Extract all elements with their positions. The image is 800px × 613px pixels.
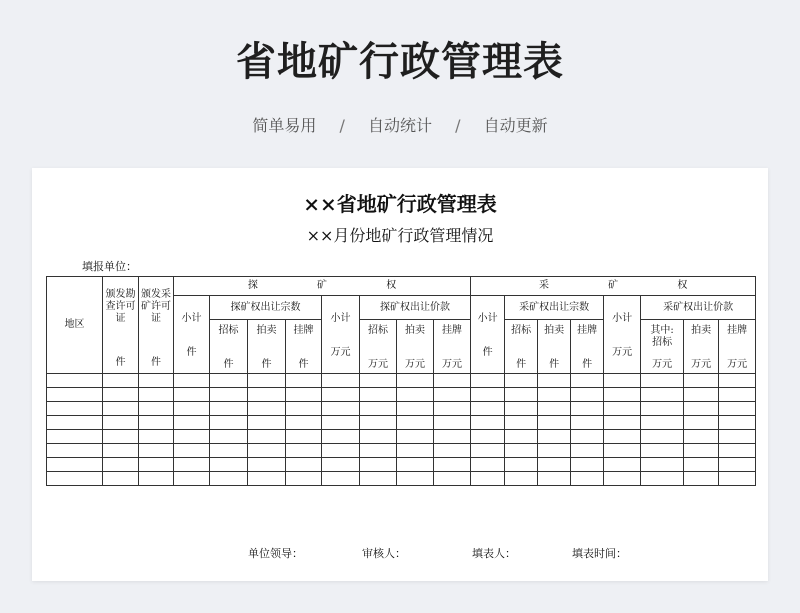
table-cell[interactable] [47, 416, 103, 430]
table-cell[interactable] [604, 472, 641, 486]
table-cell[interactable] [471, 374, 505, 388]
table-cell[interactable] [248, 402, 286, 416]
table-cell[interactable] [248, 472, 286, 486]
table-cell[interactable] [210, 472, 248, 486]
header-min-price-listing: 挂牌 万元 [719, 320, 756, 374]
table-cell[interactable] [248, 458, 286, 472]
table-cell[interactable] [719, 402, 756, 416]
table-cell[interactable] [286, 458, 322, 472]
tag-auto-stats: 自动统计 [367, 116, 432, 135]
table-cell[interactable] [139, 444, 174, 458]
table-cell[interactable] [322, 430, 360, 444]
table-cell[interactable] [397, 402, 434, 416]
table-body [47, 374, 756, 486]
table-cell[interactable] [719, 472, 756, 486]
table-cell[interactable] [397, 458, 434, 472]
header-region: 地区 [47, 277, 103, 374]
document-title: ××省地矿行政管理表 [303, 192, 497, 216]
table-cell[interactable] [604, 444, 641, 458]
page-title: 省地矿行政管理表 [236, 39, 564, 85]
header-mining-license: 颁发采矿许可证 件 [139, 277, 174, 374]
table-cell[interactable] [103, 444, 139, 458]
header-exp-price-subtotal: 小计 万元 [322, 296, 360, 374]
table-cell[interactable] [684, 402, 719, 416]
table-row [47, 416, 756, 430]
table-cell[interactable] [604, 374, 641, 388]
table-cell[interactable] [684, 416, 719, 430]
table-cell[interactable] [47, 388, 103, 402]
table-cell[interactable] [174, 416, 210, 430]
table-cell[interactable] [684, 472, 719, 486]
table-cell[interactable] [471, 430, 505, 444]
table-cell[interactable] [397, 416, 434, 430]
table-cell[interactable] [719, 374, 756, 388]
table-cell[interactable] [47, 430, 103, 444]
table-cell[interactable] [397, 430, 434, 444]
table-cell[interactable] [471, 472, 505, 486]
table-cell[interactable] [103, 472, 139, 486]
table-cell[interactable] [286, 402, 322, 416]
table-cell[interactable] [641, 416, 684, 430]
table-cell[interactable] [571, 444, 604, 458]
table-cell[interactable] [641, 430, 684, 444]
table-cell[interactable] [174, 472, 210, 486]
table-cell[interactable] [571, 402, 604, 416]
table-row [47, 430, 756, 444]
table-row [47, 374, 756, 388]
table-cell[interactable] [210, 430, 248, 444]
tag-separator: / [455, 116, 461, 135]
table-cell[interactable] [471, 402, 505, 416]
table-cell[interactable] [538, 458, 571, 472]
header-min-transfer-price: 采矿权出让价款 [641, 296, 756, 320]
header-exp-listing: 挂牌 件 [286, 320, 322, 374]
table-cell[interactable] [505, 388, 538, 402]
table-cell[interactable] [471, 458, 505, 472]
table-cell[interactable] [360, 388, 397, 402]
table-cell[interactable] [360, 402, 397, 416]
table-cell[interactable] [641, 374, 684, 388]
table-cell[interactable] [571, 388, 604, 402]
header-mining-rights: 采 矿 权 [471, 277, 756, 296]
table-cell[interactable] [248, 374, 286, 388]
table-cell[interactable] [719, 444, 756, 458]
table-cell[interactable] [286, 430, 322, 444]
table-cell[interactable] [210, 388, 248, 402]
table-cell[interactable] [174, 402, 210, 416]
table-cell[interactable] [571, 458, 604, 472]
table-cell[interactable] [434, 402, 471, 416]
table-cell[interactable] [47, 402, 103, 416]
sig-leader: 单位领导： [248, 547, 303, 560]
header-exploration-rights: 探 矿 权 [174, 277, 471, 296]
management-table [46, 276, 756, 486]
table-cell[interactable] [571, 472, 604, 486]
table-cell[interactable] [210, 402, 248, 416]
header-exp-auction: 拍卖 件 [248, 320, 286, 374]
table-cell[interactable] [471, 388, 505, 402]
table-cell[interactable] [641, 472, 684, 486]
table-cell[interactable] [322, 458, 360, 472]
header-exp-subtotal: 小计 件 [174, 296, 210, 374]
table-cell[interactable] [248, 444, 286, 458]
table-cell[interactable] [719, 458, 756, 472]
table-cell[interactable] [538, 472, 571, 486]
table-cell[interactable] [139, 416, 174, 430]
header-min-price-of-which-bidding: 其中: 招标 万元 [641, 320, 684, 374]
table-cell[interactable] [434, 444, 471, 458]
header-exp-transfer-price: 探矿权出让价款 [360, 296, 471, 320]
table-cell[interactable] [210, 416, 248, 430]
table-cell[interactable] [719, 416, 756, 430]
table-cell[interactable] [538, 374, 571, 388]
table-cell[interactable] [397, 388, 434, 402]
header-min-transfer-count: 采矿权出让宗数 [505, 296, 604, 320]
header-min-bidding: 招标 件 [505, 320, 538, 374]
table-cell[interactable] [139, 458, 174, 472]
table-cell[interactable] [139, 472, 174, 486]
table-cell[interactable] [103, 416, 139, 430]
table-cell[interactable] [604, 430, 641, 444]
table-cell[interactable] [434, 388, 471, 402]
header-exp-price-bidding: 招标 万元 [360, 320, 397, 374]
header-min-price-auction: 拍卖 万元 [684, 320, 719, 374]
table-cell[interactable] [397, 374, 434, 388]
table-cell[interactable] [139, 374, 174, 388]
table-cell[interactable] [641, 444, 684, 458]
table-cell[interactable] [434, 416, 471, 430]
table-cell[interactable] [174, 374, 210, 388]
table-cell[interactable] [505, 444, 538, 458]
table-cell[interactable] [505, 374, 538, 388]
table-row [47, 458, 756, 472]
table-cell[interactable] [684, 374, 719, 388]
table-cell[interactable] [286, 388, 322, 402]
table-cell[interactable] [471, 416, 505, 430]
header-exp-bidding: 招标 件 [210, 320, 248, 374]
table-cell[interactable] [538, 416, 571, 430]
table-cell[interactable] [538, 388, 571, 402]
table-cell[interactable] [505, 416, 538, 430]
table-cell[interactable] [684, 458, 719, 472]
table-cell[interactable] [505, 458, 538, 472]
document-subtitle: ××月份地矿行政管理情况 [306, 226, 494, 245]
table-cell[interactable] [538, 444, 571, 458]
header-min-listing: 挂牌 件 [571, 320, 604, 374]
table-cell[interactable] [286, 472, 322, 486]
document-sheet [32, 168, 768, 581]
table-cell[interactable] [641, 402, 684, 416]
table-row [47, 472, 756, 486]
table-cell[interactable] [571, 374, 604, 388]
header-exploration-license: 颁发勘查许可证 件 [103, 277, 139, 374]
table-row [47, 402, 756, 416]
sig-reviewer: 审核人： [362, 547, 406, 560]
table-cell[interactable] [505, 402, 538, 416]
table-cell[interactable] [322, 388, 360, 402]
table-cell[interactable] [174, 388, 210, 402]
sig-filler: 填表人： [472, 547, 516, 560]
table-cell[interactable] [571, 430, 604, 444]
table-cell[interactable] [322, 472, 360, 486]
table-cell[interactable] [604, 402, 641, 416]
header-exp-transfer-count: 探矿权出让宗数 [210, 296, 322, 320]
table-cell[interactable] [604, 388, 641, 402]
table-cell[interactable] [210, 374, 248, 388]
table-cell[interactable] [286, 374, 322, 388]
table-row [47, 444, 756, 458]
table-cell[interactable] [103, 374, 139, 388]
table-cell[interactable] [103, 430, 139, 444]
table-cell[interactable] [248, 416, 286, 430]
table-cell[interactable] [322, 402, 360, 416]
table-cell[interactable] [47, 458, 103, 472]
table-row [47, 388, 756, 402]
header-min-auction: 拍卖 件 [538, 320, 571, 374]
table-cell[interactable] [47, 444, 103, 458]
table-cell[interactable] [210, 444, 248, 458]
tag-separator: / [339, 116, 345, 135]
table-cell[interactable] [360, 444, 397, 458]
table-cell[interactable] [248, 430, 286, 444]
table-cell[interactable] [103, 402, 139, 416]
table-cell[interactable] [360, 430, 397, 444]
table-cell[interactable] [360, 374, 397, 388]
table-cell[interactable] [538, 402, 571, 416]
table-cell[interactable] [434, 458, 471, 472]
table-cell[interactable] [571, 416, 604, 430]
table-cell[interactable] [684, 444, 719, 458]
tag-auto-update: 自动更新 [483, 116, 548, 135]
table-cell[interactable] [538, 430, 571, 444]
table-cell[interactable] [174, 444, 210, 458]
table-cell[interactable] [434, 374, 471, 388]
table-cell[interactable] [397, 472, 434, 486]
table-cell[interactable] [103, 388, 139, 402]
table-cell[interactable] [248, 388, 286, 402]
table-cell[interactable] [286, 416, 322, 430]
table-cell[interactable] [322, 374, 360, 388]
table-cell[interactable] [139, 388, 174, 402]
header-min-subtotal: 小计 件 [471, 296, 505, 374]
reporting-unit-label: 填报单位： [82, 260, 137, 273]
table-cell[interactable] [719, 430, 756, 444]
feature-tags [0, 113, 800, 136]
table-cell[interactable] [604, 458, 641, 472]
table-cell[interactable] [360, 472, 397, 486]
table-cell[interactable] [174, 458, 210, 472]
table-cell[interactable] [604, 416, 641, 430]
table-cell[interactable] [322, 444, 360, 458]
table-cell[interactable] [719, 388, 756, 402]
table-cell[interactable] [471, 444, 505, 458]
table-cell[interactable] [103, 458, 139, 472]
header-exp-price-auction: 拍卖 万元 [397, 320, 434, 374]
table-cell[interactable] [47, 472, 103, 486]
table-cell[interactable] [360, 458, 397, 472]
table-cell[interactable] [684, 430, 719, 444]
header-min-price-subtotal: 小计 万元 [604, 296, 641, 374]
table-cell[interactable] [174, 430, 210, 444]
table-cell[interactable] [286, 444, 322, 458]
table-cell[interactable] [684, 388, 719, 402]
tag-easy: 简单易用 [252, 116, 317, 135]
header-exp-price-listing: 挂牌 万元 [434, 320, 471, 374]
table-cell[interactable] [397, 444, 434, 458]
table-cell[interactable] [641, 388, 684, 402]
table-cell[interactable] [434, 430, 471, 444]
table-cell[interactable] [505, 472, 538, 486]
table-cell[interactable] [322, 416, 360, 430]
sig-fill-time: 填表时间： [572, 547, 627, 560]
table-cell[interactable] [434, 472, 471, 486]
table-cell[interactable] [360, 416, 397, 430]
table-cell[interactable] [641, 458, 684, 472]
table-cell[interactable] [210, 458, 248, 472]
table-cell[interactable] [505, 430, 538, 444]
table-cell[interactable] [139, 402, 174, 416]
table-cell[interactable] [139, 430, 174, 444]
table-cell[interactable] [47, 374, 103, 388]
